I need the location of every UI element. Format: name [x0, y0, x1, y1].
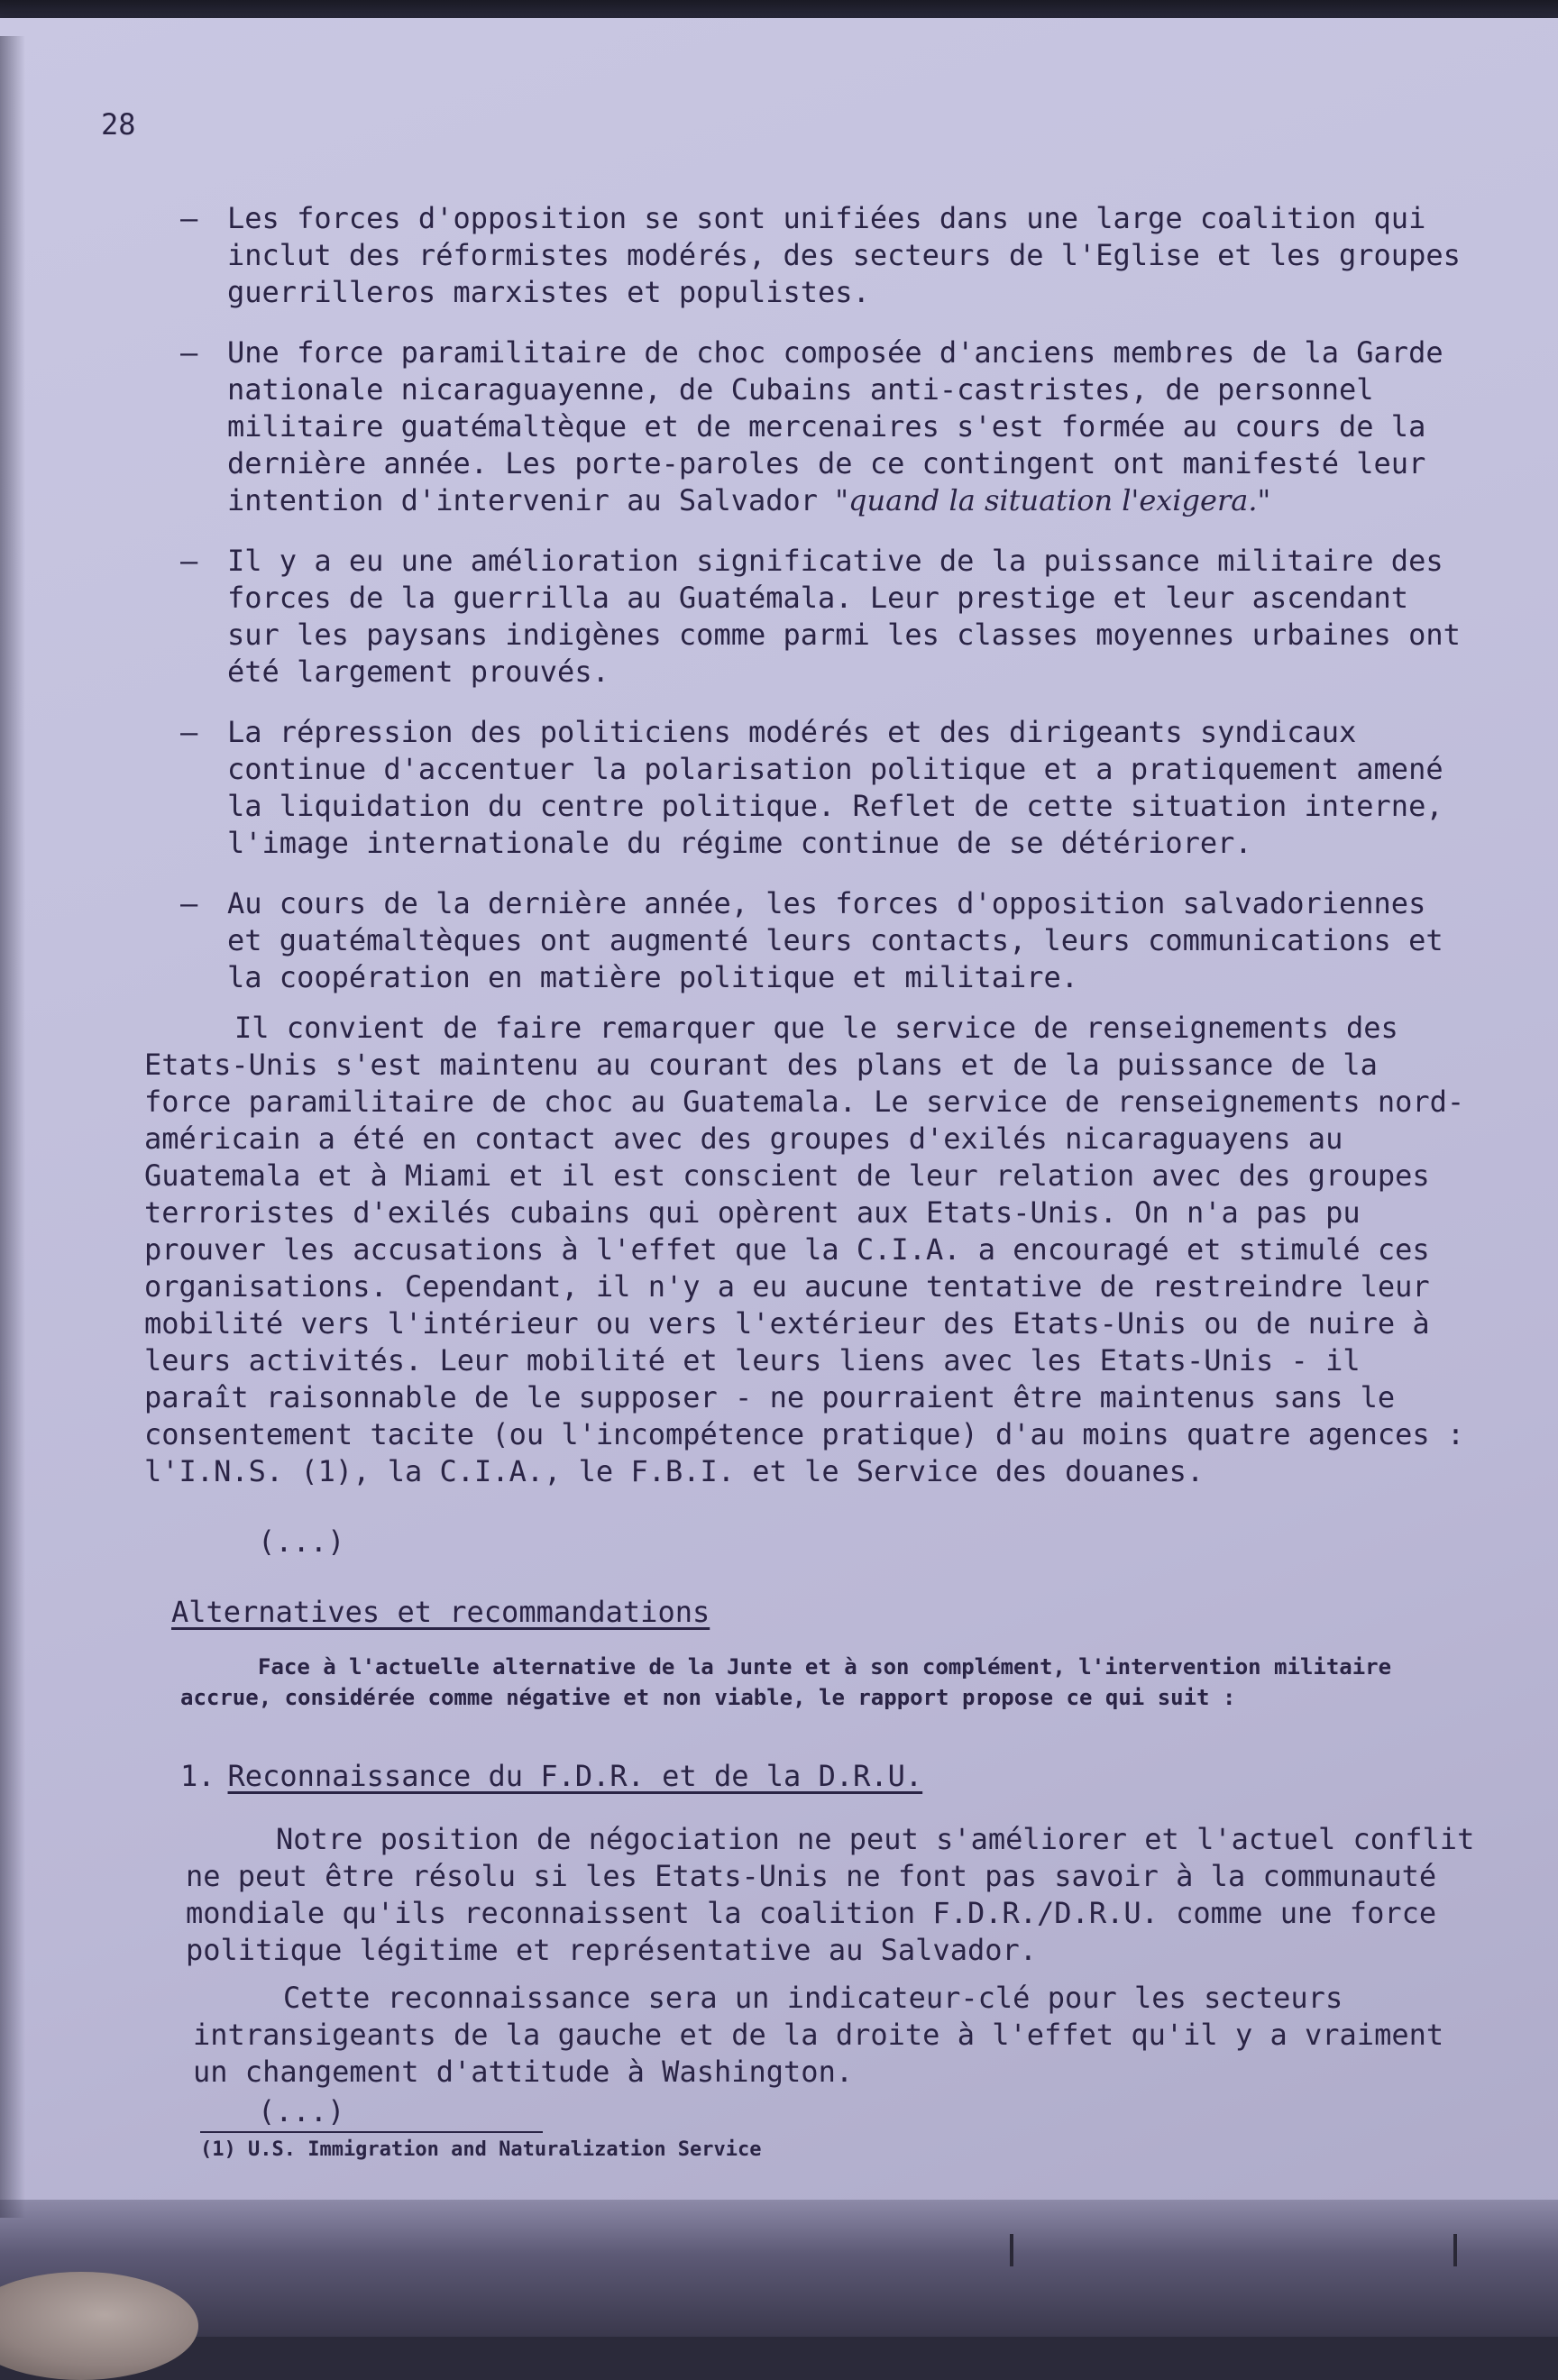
binder-mark [1010, 2234, 1013, 2266]
bullet-item [180, 714, 1461, 862]
section-heading: Alternatives et recommandations [171, 1595, 710, 1629]
body-paragraph: Cette reconnaissance sera un indicateur-clé pour les secteurs intransigeants de la gauche et de la droite à l'effet qu'il y a vraiment un changement d'attitude à Washington. [193, 1981, 1444, 2089]
subsection-heading [180, 1758, 922, 1795]
subsection-title: Reconnaissance du F.D.R. et de la D.R.U. [227, 1759, 923, 1793]
ellipsis: (...) [258, 2094, 345, 2128]
ellipsis: (...) [258, 1524, 345, 1559]
bullet-item [180, 543, 1461, 691]
bullet-item [180, 200, 1461, 311]
bullet-list [180, 200, 1461, 1020]
bullet-quote: "quand la situation l'exigera." [835, 483, 1271, 517]
footnote: (1) U.S. Immigration and Naturalization Service [200, 2138, 762, 2161]
body-paragraph: Notre position de négociation ne peut s'améliorer et l'actuel conflit ne peut être résolu si les Etats-Unis ne font pas savoir à la communauté mondiale qu'ils reconnaissent la coalition F.D.R./D.R.U. comme une force politique légitime et représentative au Salvador. [186, 1822, 1475, 1967]
bullet-item [180, 885, 1461, 996]
bullet-item [180, 334, 1461, 519]
footnote-rule [200, 2131, 543, 2133]
page-bottom-edge [0, 2200, 1558, 2337]
binder-mark [1453, 2234, 1457, 2266]
body-paragraph: Il convient de faire remarquer que le service de renseignements des Etats-Unis s'est maintenu au courant des plans et de la puissance de la force paramilitaire de choc au Guatemala. Le service de renseignements nord-américain a été en contact avec des groupes d'exilés nicaraguayens au Guatemala et à Miami et il est conscient de leur relation avec des groupes terroristes d'exilés cubains qui opèrent aux Etats-Unis. On n'a pas pu prouver les accusations à l'effet que la C.I.A. a encouragé et stimulé ces organisations. Cependant, il n'y a eu aucune tentative de restreindre leur mobilité vers l'intérieur ou vers l'extérieur des Etats-Unis ou de nuire à leurs activités. Leur mobilité et leurs liens avec les Etats-Unis - il paraît raisonnable de le supposer - ne pourraient être maintenus sans le consentement tacite (ou l'incompétence pratique) d'au moins quatre agences : l'I.N.S. (1), la C.I.A., le F.B.I. et le Service des douanes. [144, 1011, 1465, 1488]
section-intro: Face à l'actuelle alternative de la Junte et à son complément, l'intervention militaire accrue, considérée comme négative et non viable, le rapport propose ce qui suit : [180, 1654, 1392, 1710]
bullet-text: La répression des politiciens modérés et des dirigeants syndicaux continue d'accentuer la polarisation politique et a pratiquement amené la liquidation du centre politique. Reflet de cette situation interne, l'image internationale du régime continue de se détériorer. [227, 715, 1443, 860]
bullet-text: Au cours de la dernière année, les forces d'opposition salvadoriennes et guatémaltèques ont augmenté leurs contacts, leurs communications et la coopération en matière politique et militaire. [227, 886, 1443, 994]
page-number: 28 [101, 107, 136, 142]
bullet-text: Une force paramilitaire de choc composée d'anciens membres de la Garde nationale nicaraguayenne, de Cubains anti-castristes, de personnel militaire guatémaltèque et de mercenaires s'est formée au cours de la dernière année. Les porte-paroles de ce contingent ont manifesté leur intention d'intervenir au Salvador [227, 335, 1443, 517]
bullet-text: Il y a eu une amélioration significative de la puissance militaire des forces de la guerrilla au Guatémala. Leur prestige et leur ascendant sur les paysans indigènes comme parmi les classes moyennes urbaines ont été largement prouvés. [227, 544, 1461, 689]
subsection-number: 1. [180, 1759, 215, 1793]
bullet-text: Les forces d'opposition se sont unifiées dans une large coalition qui inclut des réformistes modérés, des secteurs de l'Eglise et les groupes guerrilleros marxistes et populistes. [227, 201, 1461, 309]
